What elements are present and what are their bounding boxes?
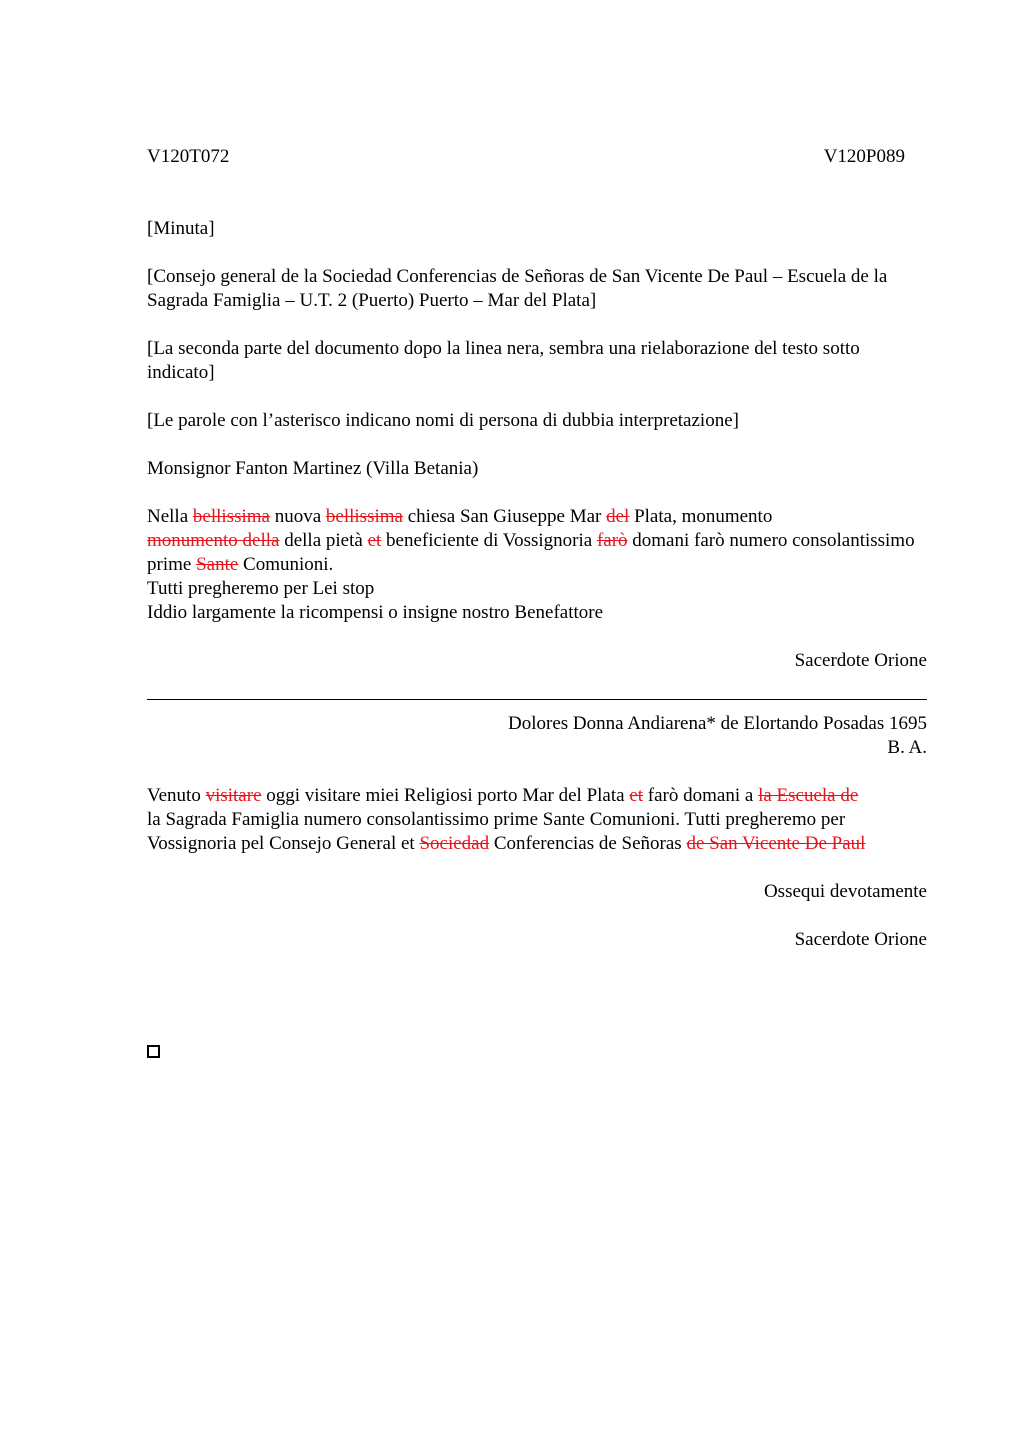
- document-codes: [147, 145, 905, 169]
- first-draft-signature: Sacerdote Orione: [794, 650, 927, 671]
- deleted-text: la Escuela de: [758, 785, 859, 806]
- note-minuta: [Minuta]: [147, 218, 215, 239]
- address-line-2: B. A.: [887, 737, 927, 758]
- deleted-text: visitare: [205, 785, 262, 806]
- deleted-text: Sociedad: [419, 833, 490, 854]
- deleted-text: Sante: [196, 554, 239, 575]
- first-draft-body: Nella bellissima nuova bellissima chiesa San Giuseppe Mar del Plata, monumento monumento della della pietà et beneficiente di Vossignoria farò domani farò numero consolantissimo prime Sante Comunioni.: [147, 506, 915, 575]
- addressee: Monsignor Fanton Martinez (Villa Betania): [147, 458, 479, 479]
- checkbox-icon: [147, 1045, 160, 1058]
- note-asterisco: [Le parole con l’asterisco indicano nomi di persona di dubbia interpretazione]: [147, 410, 739, 431]
- document-page: [147, 145, 927, 952]
- first-draft-line-3: Iddio largamente la ricompensi o insigne nostro Benefattore: [147, 602, 604, 623]
- note-consejo: [Consejo general de la Sociedad Conferencias de Señoras de San Vicente De Paul – Escuela de la Sagrada Famiglia – U.T. 2 (Puerto) Puerto – Mar del Plata]: [147, 266, 888, 311]
- deleted-text: et: [367, 530, 382, 551]
- code-left: V120T072: [147, 146, 230, 167]
- note-seconda-parte: [La seconda parte del documento dopo la linea nera, sembra una rielaborazione del testo sotto indicato]: [147, 338, 860, 383]
- deleted-text: del: [606, 506, 630, 527]
- deleted-text: bellissima: [325, 506, 403, 527]
- deleted-text: bellissima: [192, 506, 270, 527]
- second-draft-body: Venuto visitare oggi visitare miei Religiosi porto Mar del Plata et farò domani a la Escuela de la Sagrada Famiglia numero consolantissimo prime Sante Comunioni. Tutti pregheremo per Vossignoria pel Consejo General et Sociedad Conferencias de Señoras de San Vicente De Paul: [147, 785, 866, 854]
- second-draft-signature: Sacerdote Orione: [794, 929, 927, 950]
- closing: Ossequi devotamente: [763, 881, 927, 902]
- deleted-text: monumento della: [147, 530, 280, 551]
- deleted-text: et: [629, 785, 644, 806]
- code-right: V120P089: [823, 146, 905, 167]
- deleted-text: farò: [596, 530, 628, 551]
- address-line-1: Dolores Donna Andiarena* de Elortando Posadas 1695: [508, 713, 927, 734]
- first-draft-line-2: Tutti pregheremo per Lei stop: [147, 578, 375, 599]
- deleted-text: de San Vicente De Paul: [686, 833, 866, 854]
